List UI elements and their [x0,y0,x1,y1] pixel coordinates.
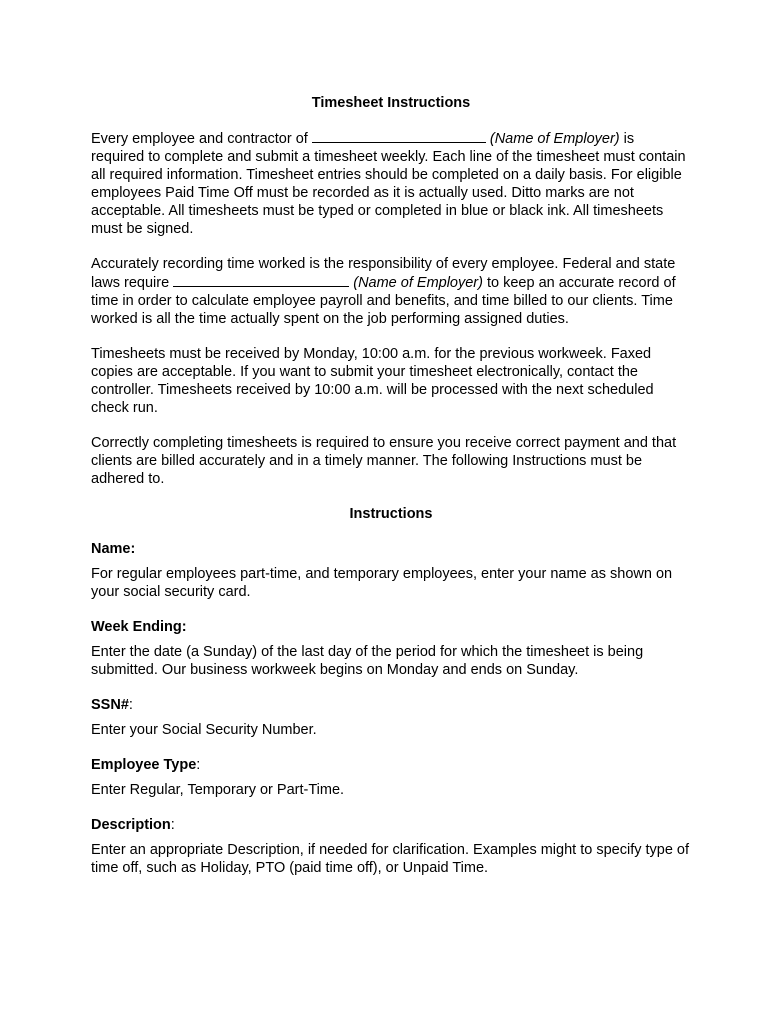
field-heading [91,618,691,636]
field-heading-suffix: : [196,757,201,773]
paragraph-lead: Accurately recording time worked is the responsibility of every employee. Federal and state laws require [91,256,676,291]
employer-name-label: (Name of Employer) [489,131,620,147]
paragraph-lead: Every employee and contractor of [91,131,312,147]
field-week-ending-section [91,618,691,679]
field-heading-text: Name: [91,541,136,557]
field-description-section [91,816,691,877]
field-description: Enter your Social Security Number. [91,722,317,738]
document-page [91,94,691,894]
paragraph-submission-deadline: Timesheets must be received by Monday, 10:00 a.m. for the previous workweek. Faxed copies are acceptable. If you want to submit your timesheet electronically, contact the controller. Timesheets received by 10:00 a.m. will be processed with the next scheduled check run. [91,346,654,416]
field-ssn-section [91,696,691,739]
employer-name-label: (Name of Employer) [353,275,483,291]
field-heading [91,756,691,774]
field-name-section [91,540,691,601]
field-employee-type-section [91,756,691,799]
paragraph-correct-completion: Correctly completing timesheets is required to ensure you receive correct payment and that clients are billed accurately and in a timely manner. The following Instructions must be adhered to. [91,435,677,487]
field-description: Enter Regular, Temporary or Part-Time. [91,782,345,798]
document-title: Timesheet Instructions [311,95,471,111]
field-description: For regular employees part-time, and temporary employees, enter your name as shown on your social security card. [91,566,673,600]
paragraph-rest: is required to complete and submit a timesheet weekly. Each line of the timesheet must contain all required information. Timesheet entries should be completed on a daily basis. For eligible employees Paid Time Off must be recorded as it is actually used. Ditto marks are not acceptable. All timesheets must be typed or completed in blue or black ink. All timesheets must be signed. [91,131,686,237]
instructions-heading: Instructions [349,506,433,522]
paragraph-recording-responsibility [91,255,691,328]
paragraph-employee-requirement [91,129,691,238]
field-heading-suffix: : [170,817,175,833]
field-heading [91,816,691,834]
field-heading-text: Employee Type [91,757,197,773]
field-heading-text: SSN# [91,697,129,713]
field-heading [91,540,691,558]
employer-name-blank [312,129,486,143]
field-heading-suffix: : [128,697,133,713]
employer-name-blank [173,273,349,287]
field-heading-text: Week Ending: [91,619,187,635]
field-heading-text: Description [91,817,171,833]
field-description: Enter the date (a Sunday) of the last day of the period for which the timesheet is being submitted. Our business workweek begins on Monday and ends on Sunday. [91,644,644,678]
field-heading [91,696,691,714]
paragraph-rest: to keep an accurate record of time in order to calculate employee payroll and benefits, and time billed to our clients. Time worked is all the time actually spent on the job performing assigned duties. [91,275,676,327]
field-description: Enter an appropriate Description, if needed for clarification. Examples might to specify type of time off, such as Holiday, PTO (paid time off), or Unpaid Time. [91,842,690,876]
